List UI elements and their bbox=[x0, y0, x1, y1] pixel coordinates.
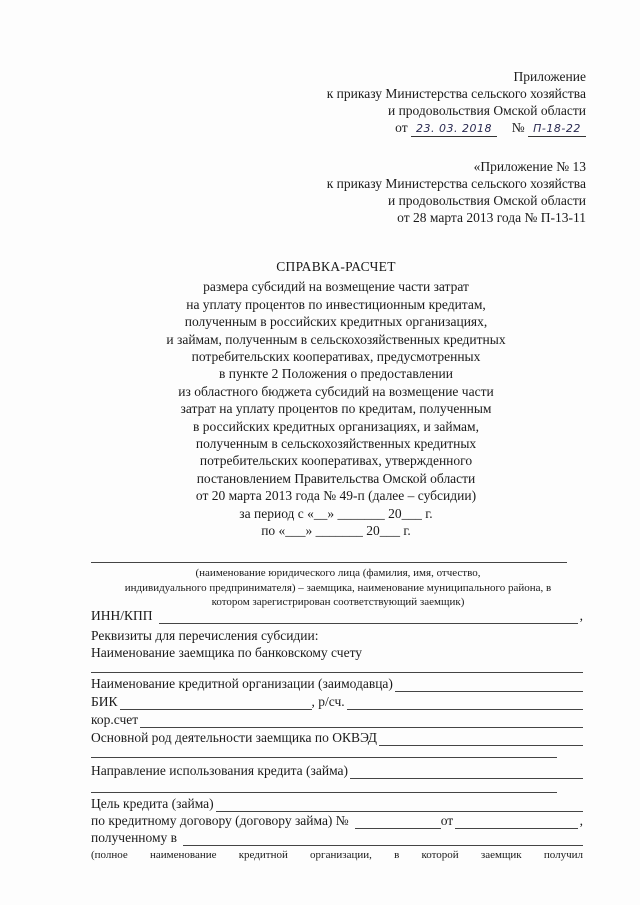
caption-line: (наименование юридического лица (фамилия, имя, отчество, bbox=[195, 567, 481, 579]
received-label: полученному в bbox=[91, 830, 178, 845]
appendix-header bbox=[327, 68, 586, 137]
appendix-date-prefix: от bbox=[395, 120, 408, 135]
title-line: и займам, полученным в сельскохозяйственных кредитных bbox=[166, 331, 506, 347]
title-line: от 20 марта 2013 года № 49-п (далее – субсидии) bbox=[195, 488, 477, 504]
inn-kpp-field[interactable] bbox=[159, 611, 578, 624]
okved-row bbox=[91, 730, 583, 746]
contract-row bbox=[91, 813, 583, 829]
direction-field[interactable] bbox=[350, 766, 583, 779]
corr-account-field[interactable] bbox=[140, 715, 583, 728]
appendix-order-line: к приказу Министерства сельского хозяйства bbox=[326, 86, 586, 101]
inn-kpp-label: ИНН/КПП bbox=[91, 608, 153, 623]
appendix13-ministry-line: и продовольствия Омской области bbox=[387, 193, 586, 208]
borrower-account-name-label: Наименование заемщика по банковскому счету bbox=[91, 645, 363, 660]
received-row bbox=[91, 830, 583, 846]
purpose-row bbox=[91, 796, 583, 812]
purpose-label: Цель кредита (займа) bbox=[91, 796, 214, 811]
contract-date-field[interactable] bbox=[455, 816, 577, 829]
appendix13-order-line: к приказу Министерства сельского хозяйства bbox=[326, 176, 586, 191]
title-line: размера субсидий на возмещение части затрат bbox=[203, 279, 469, 295]
caption-line: индивидуального предпринимателя) – заемщика, наименование муниципального района, в bbox=[124, 581, 552, 594]
account-field[interactable] bbox=[347, 697, 583, 710]
title-line: полученным в сельскохозяйственных кредитных bbox=[195, 436, 477, 452]
credit-org-footnote: (полное наименование кредитной организации, в которой заемщик получил bbox=[91, 849, 583, 861]
bik-label: БИК bbox=[91, 694, 118, 709]
appendix-date-line bbox=[327, 119, 586, 137]
appendix13-title: «Приложение № 13 bbox=[473, 159, 586, 174]
credit-org-field[interactable] bbox=[395, 679, 583, 692]
borrower-account-name-row bbox=[91, 645, 583, 661]
borrower-caption bbox=[68, 566, 608, 610]
account-label: , р/сч. bbox=[311, 694, 345, 709]
credit-org-label: Наименование кредитной организации (заимодавца) bbox=[91, 676, 393, 691]
appendix13-date-line: от 28 марта 2013 года № П-13-11 bbox=[397, 210, 586, 225]
title-line: постановлением Правительства Омской области bbox=[196, 470, 476, 486]
credit-org-row bbox=[91, 676, 583, 692]
requisites-row bbox=[91, 628, 583, 644]
direction-row bbox=[91, 763, 583, 779]
title-line: потребительских кооперативах, утвержденного bbox=[199, 453, 473, 469]
appendix13-header bbox=[327, 158, 586, 226]
bik-row bbox=[91, 694, 583, 710]
appendix-title: Приложение bbox=[513, 69, 586, 84]
caption-line: котором зарегистрирован соответствующий заемщик) bbox=[211, 596, 465, 608]
contract-number-field[interactable] bbox=[355, 816, 441, 829]
borrower-account-name-field[interactable] bbox=[91, 672, 583, 673]
title-line: полученным в российских кредитных организациях, bbox=[184, 314, 488, 330]
purpose-field[interactable] bbox=[216, 799, 583, 812]
period-from-line: за период с «__» _______ 20___ г. bbox=[239, 505, 433, 521]
okved-extra-line[interactable] bbox=[91, 757, 557, 758]
title-line: в российских кредитных организациях, и займам, bbox=[193, 418, 479, 434]
contract-label: по кредитному договору (договору займа) № bbox=[91, 813, 349, 828]
appendix-number-handwritten: П-18-22 bbox=[528, 122, 586, 137]
requisites-label: Реквизиты для перечисления субсидии: bbox=[91, 628, 319, 643]
contract-from-label: от bbox=[440, 813, 454, 828]
direction-label: Направление использования кредита (займа) bbox=[91, 763, 349, 778]
bik-field[interactable] bbox=[120, 697, 312, 710]
borrower-name-fill-line[interactable] bbox=[91, 562, 567, 563]
period-to-line: по «___» _______ 20___ г. bbox=[261, 523, 411, 539]
title-line: на уплату процентов по инвестиционным кредитам, bbox=[186, 296, 486, 312]
appendix-date-handwritten: 23. 03. 2018 bbox=[411, 122, 497, 137]
corr-account-row bbox=[91, 712, 583, 728]
appendix-number-prefix: № bbox=[511, 120, 525, 135]
okved-label: Основной род деятельности заемщика по ОКВЭД bbox=[91, 730, 377, 745]
direction-extra-line[interactable] bbox=[91, 792, 557, 793]
title-line: из областного бюджета субсидий на возмещение части bbox=[178, 383, 494, 399]
corr-account-label: кор.счет bbox=[91, 712, 139, 727]
document-heading: СПРАВКА-РАСЧЕТ bbox=[276, 259, 396, 274]
title-line: потребительских кооперативах, предусмотренных bbox=[191, 349, 481, 365]
inn-kpp-tail: , bbox=[579, 608, 583, 623]
inn-kpp-row bbox=[91, 608, 583, 624]
title-line: в пункте 2 Положения о предоставлении bbox=[219, 366, 453, 382]
document-title-block bbox=[0, 258, 640, 540]
contract-tail: , bbox=[579, 813, 583, 828]
okved-field[interactable] bbox=[379, 733, 583, 746]
appendix-ministry-line: и продовольствия Омской области bbox=[387, 103, 586, 118]
title-line: затрат на уплату процентов по кредитам, полученным bbox=[180, 401, 492, 417]
received-field[interactable] bbox=[183, 833, 583, 846]
